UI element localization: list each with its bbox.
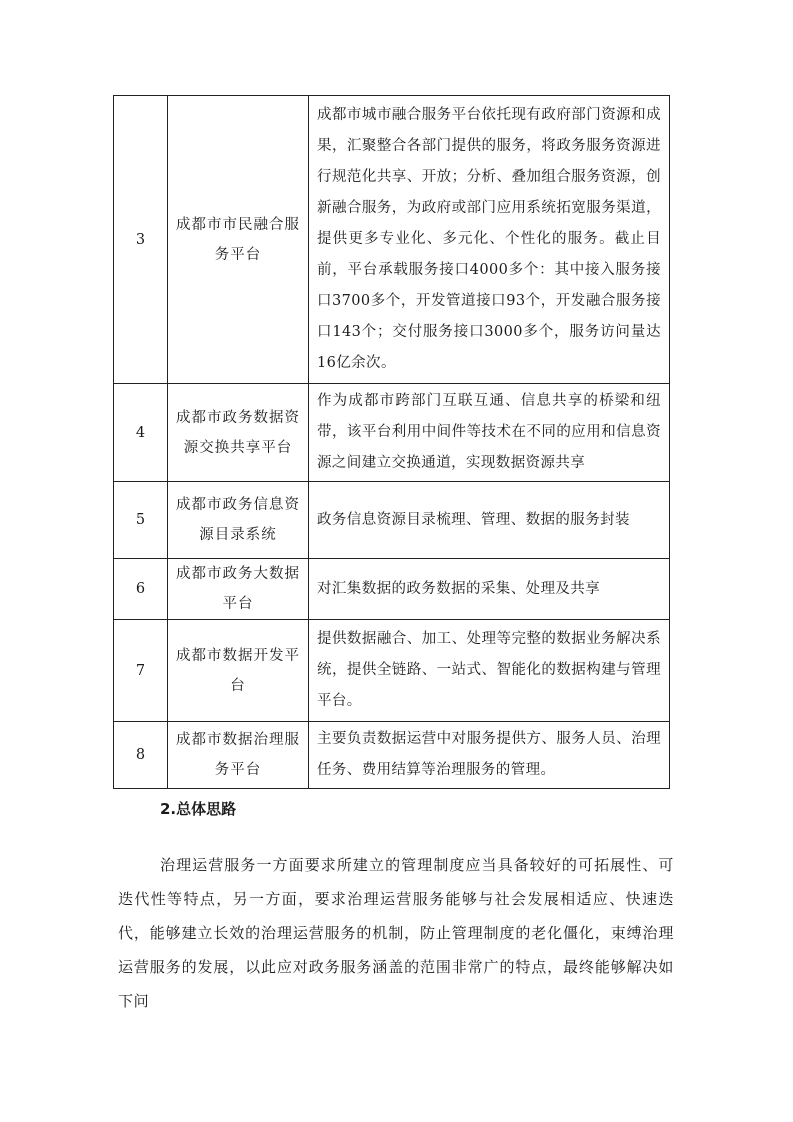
table-row (114, 620, 670, 722)
row-number: 3 (114, 96, 168, 384)
platform-name: 成都市数据治理服务平台 (168, 722, 309, 789)
table-row (114, 384, 670, 482)
platform-description: 作为成都市跨部门互联互通、信息共享的桥梁和纽带，该平台利用中间件等技术在不同的应用和信息资源之间建立交换通道，实现数据资源共享 (309, 384, 670, 482)
platform-name: 成都市政务信息资源目录系统 (168, 482, 309, 559)
platform-description: 主要负责数据运营中对服务提供方、服务人员、治理任务、费用结算等治理服务的管理。 (309, 722, 670, 789)
row-number: 6 (114, 559, 168, 620)
platform-name: 成都市数据开发平台 (168, 620, 309, 722)
table-row (114, 96, 670, 384)
table-row (114, 722, 670, 789)
row-number: 4 (114, 384, 168, 482)
table-row (114, 482, 670, 559)
platform-name: 成都市政务大数据平台 (168, 559, 309, 620)
row-number: 5 (114, 482, 168, 559)
platform-description: 成都市城市融合服务平台依托现有政府部门资源和成果，汇聚整合各部门提供的服务，将政务服务资源进行规范化共享、开放；分析、叠加组合服务资源，创新融合服务，为政府或部门应用系统拓宽服务渠道，提供更多专业化、多元化、个性化的服务。截止目前，平台承载服务接口4000多个：其中接入服务接口3700多个，开发管道接口93个，开发融合服务接口143个；交付服务接口3000多个，服务访问量达16亿余次。 (309, 96, 670, 384)
platform-description: 政务信息资源目录梳理、管理、数据的服务封装 (309, 482, 670, 559)
platform-name: 成都市市民融合服务平台 (168, 96, 309, 384)
platform-name: 成都市政务数据资源交换共享平台 (168, 384, 309, 482)
row-number: 7 (114, 620, 168, 722)
body-paragraph: 治理运营服务一方面要求所建立的管理制度应当具备较好的可拓展性、可迭代性等特点，另一方面，要求治理运营服务能够与社会发展相适应、快速迭代，能够建立长效的治理运营服务的机制，防止管理制度的老化僵化，束缚治理运营服务的发展，以此应对政务服务涵盖的范围非常广的特点，最终能够解决如下问 (118, 856, 674, 1010)
platform-description: 对汇集数据的政务数据的采集、处理及共享 (309, 559, 670, 620)
section-heading: 2.总体思路 (160, 800, 237, 818)
table-row (114, 559, 670, 620)
platform-description: 提供数据融合、加工、处理等完整的数据业务解决系统，提供全链路、一站式、智能化的数据构建与管理平台。 (309, 620, 670, 722)
row-number: 8 (114, 722, 168, 789)
platform-table (113, 95, 670, 789)
